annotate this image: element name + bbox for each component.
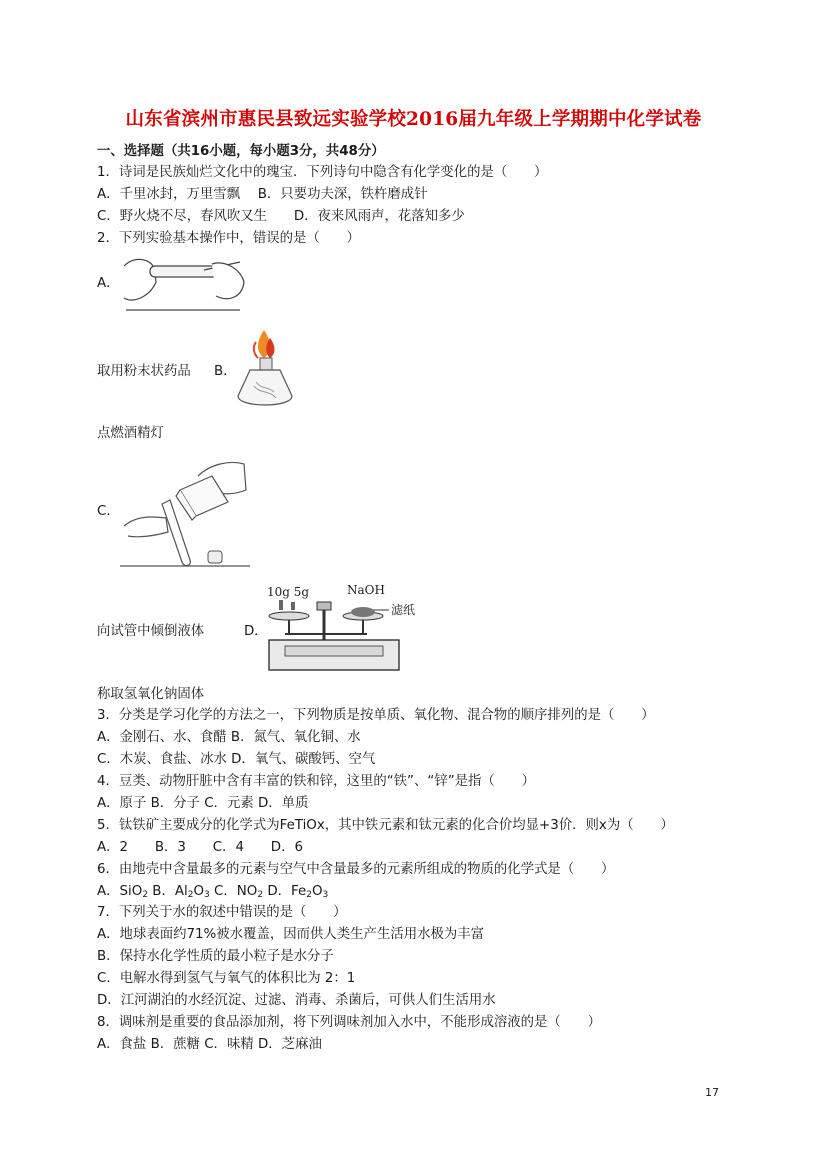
option-b-label: B． [214, 364, 237, 379]
option-c-label: C． [97, 504, 120, 519]
subscript: 2 [142, 890, 149, 900]
question-6-option-a: A．SiO [97, 884, 143, 899]
question-2-stem: 2．下列实验基本操作中，错误的是（ ） [97, 231, 360, 246]
question-8-stem: 8．调味剂是重要的食品添加剂，将下列调味剂加入水中，不能形成溶液的是（ ） [97, 1015, 601, 1030]
pour-liquid-illustration [120, 456, 250, 568]
page-title: 山东省滨州市惠民县致远实验学校2016届九年级上学期期中化学试卷 [125, 109, 702, 130]
balance-weights-label: 10g 5g [267, 585, 310, 599]
subscript: 3 [322, 890, 329, 900]
question-6-options [97, 882, 328, 902]
subscript: 3 [204, 890, 210, 900]
question-7-option-b: B．保持水化学性质的最小粒子是水分子 [97, 949, 334, 964]
subscript: 2 [187, 890, 194, 900]
formula-part: O [193, 884, 205, 899]
option-b-caption: 点燃酒精灯 [97, 426, 164, 441]
question-7-option-a: A．地球表面约71%被水覆盖，因而供人类生产生活用水极为丰富 [97, 927, 485, 942]
option-a-label: A． [97, 276, 120, 291]
question-6-option-b: B．Al [148, 884, 188, 899]
question-4-stem: 4．豆类、动物肝脏中含有丰富的铁和锌，这里的“铁”、“锌”是指（ ） [97, 774, 535, 789]
question-3-stem: 3．分类是学习化学的方法之一，下列物质是按单质、氧化物、混合物的顺序排列的是（ ） [97, 708, 655, 723]
question-1-options-ab: A．千里冰封，万里雪飘 B．只要功夫深，铁杵磨成针 [97, 187, 428, 202]
question-7-stem: 7．下列关于水的叙述中错误的是（ ） [97, 905, 347, 920]
test-tube-powder-illustration [120, 252, 248, 314]
question-6-option-d: D．Fe [263, 884, 307, 899]
subscript: 2 [306, 890, 312, 900]
question-5-stem: 5．钛铁矿主要成分的化学式为FeTiOx，其中铁元素和钛元素的化合价均显+3价．则x为（ ） [97, 818, 674, 833]
balance-illustration [265, 582, 425, 678]
question-7-option-c: C．电解水得到氢气与氧气的体积比为 2：1 [97, 971, 356, 986]
question-3-options-cd: C．木炭、食盐、冰水 D．氧气、碳酸钙、空气 [97, 752, 376, 767]
question-6-option-c: C．NO [209, 884, 258, 899]
option-a-caption: 取用粉末状药品 [97, 364, 191, 379]
question-4-options: A．原子 B．分子 C．元素 D．单质 [97, 796, 309, 811]
question-8-options: A．食盐 B．蔗糖 C．味精 D．芝麻油 [97, 1037, 322, 1052]
question-7-option-d: D．江河湖泊的水经沉淀、过滤、消毒、杀菌后，可供人们生活用水 [97, 993, 496, 1008]
alcohol-lamp-illustration [234, 326, 296, 414]
question-3-options-ab: A．金刚石、水、食醋 B．氮气、氧化铜、水 [97, 730, 361, 745]
section-heading: 一、选择题（共16小题，每小题3分，共48分） [97, 144, 385, 159]
page-number: 17 [705, 1086, 719, 1099]
balance-filter-label: 滤纸 [391, 603, 416, 617]
option-d-caption: 称取氢氧化钠固体 [97, 687, 205, 702]
question-6-stem: 6．由地壳中含量最多的元素与空气中含量最多的元素所组成的物质的化学式是（ ） [97, 862, 615, 877]
option-d-label: D． [244, 624, 268, 639]
formula-part: O [311, 884, 323, 899]
option-c-caption: 向试管中倾倒液体 [97, 624, 205, 639]
subscript: 2 [257, 890, 264, 900]
question-5-options: A．2 B．3 C．4 D．6 [97, 840, 303, 855]
balance-naoh-label: NaOH [347, 583, 385, 597]
question-1-options-cd: C．野火烧不尽，春风吹又生 D．夜来风雨声，花落知多少 [97, 209, 465, 224]
question-1-stem: 1．诗词是民族灿烂文化中的瑰宝．下列诗句中隐含有化学变化的是（ ） [97, 165, 548, 180]
